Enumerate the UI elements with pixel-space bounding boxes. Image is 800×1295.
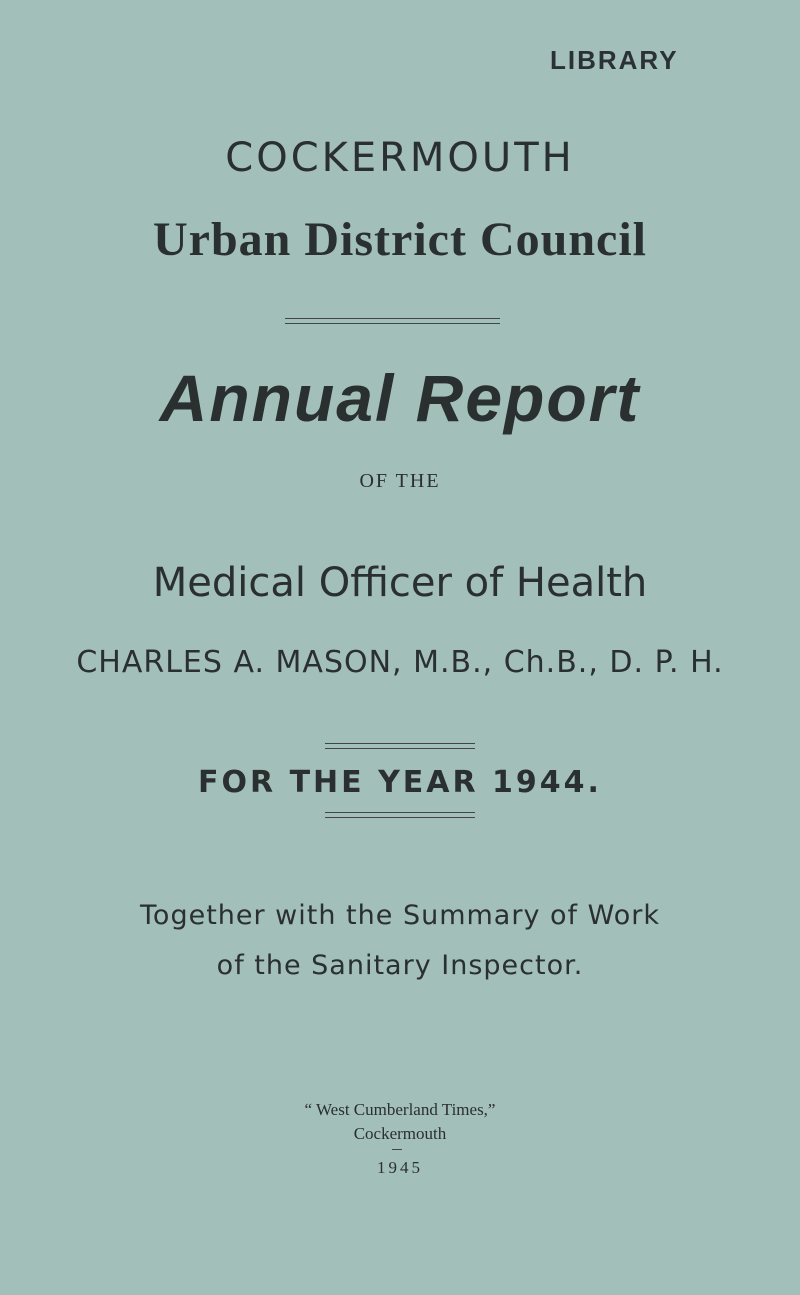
publisher: “ West Cumberland Times,” — [304, 1100, 496, 1119]
divider — [325, 812, 475, 818]
divider — [325, 743, 475, 749]
author-name: CHARLES A. MASON, M.B., Ch.B., D. P. H. — [76, 645, 724, 680]
publication-year: 1945 — [377, 1158, 423, 1177]
divider — [285, 318, 500, 324]
subject-title: Medical Officer of Health — [152, 560, 648, 606]
report-title: Annual Report — [159, 361, 641, 435]
of-the-label: OF THE — [359, 470, 441, 492]
publisher-place: Cockermouth — [353, 1124, 447, 1143]
divider — [392, 1149, 402, 1150]
summary-line-2: of the Sanitary Inspector. — [216, 950, 584, 981]
summary-line-1: Together with the Summary of Work — [140, 900, 660, 931]
library-stamp: LIBRARY — [550, 45, 679, 75]
town-name: COCKERMOUTH — [225, 135, 575, 181]
council-name: Urban District Council — [153, 213, 647, 266]
year-line: FOR THE YEAR 1944. — [198, 765, 602, 800]
